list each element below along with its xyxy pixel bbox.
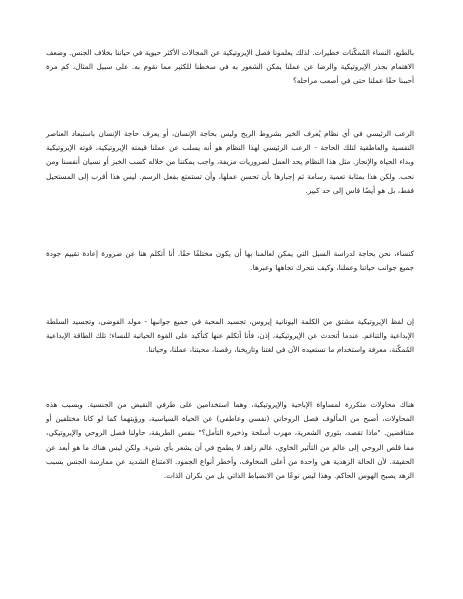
paragraph-4: إن لفظ الإيروتيكية مشتق من الكلمة اليونانية إيروس، تجسيد المحبة في جميع جوانبها - مولد الفوضى، وتجسيد السلطة الإبداعية والتناغم. عندما أتحدث عن الإيروتيكية، إذن، فأنا أتكلم عنها كتأكيد على القوة الحياتية للنساء؛ تلك الطاقة الإبداعية المُمكّنة، معرفة واستخدام ما نستعيده الآن في لغتنا وتاريخنا، رقصنا، محبتنا، عملنا، وحياتنا. — [46, 317, 414, 355]
paragraph-3: كنساء، نحن بحاجة لدراسة السبل التي يمكن لعالمنا بها أن يكون مختلفًا حقًا. أنا أتكلم هنا عن ضرورة إعادة تقييم جودة جميع جوانب حياتنا وعملنا، وكيف نتحرك تجاهها وعبرها. — [46, 249, 414, 273]
paragraph-2: الرعب الرئيسي في أي نظام يُعرف الخير بشروط الربح وليس بحاجة الإنسان، أو يعرف حاجة الإنسان باستبعاد العناصر النفسية والعاطفية لتلك الحاجة - الرعب الرئيسي لهذا النظام هو أنه يسلب عن عملنا قيمته الإيروتيكية، قوته الإيروتيكية وبداء الحياة والإنجاز. مثل هذا النظام يحد العمل لضروريات مزيفة، واجب يمكننا من خلاله كسب الخبز أو نسيان أنفسنا ومن نحب. ولكن هذا بمثابة تعمية رسامة ثم إجبارها بأن تحسن عملها، وأن تستمتع بفعل الرسم. ليس هذا أقرب إلى المستحيل فقط، بل هو أيضًا قاس إلى حد كبير. — [46, 129, 414, 195]
paragraph-5: هناك محاولات متكررة لمساواة الإباحية والإيروتيكية، وهما استخدامين على طرفي النقيض من الجنسية. وبسبب هذه المحاولات، أصبح من المألوف فصل الروحاني (نفسي وعاطفي) عن الحياة السياسية، ورؤيتهما كما لو كانا مختلفين أو متناقضين. "ماذا تقصد، بثوري الشعرية، مهرب أسلحة وذخيرة التأمل؟" بنفس الطريقة، حاولنا فصل الروحي والإيروتيكي، مما قلص الروحي إلى عالم من التأثير الخاوي، عالم زاهد لا يطمح في أن يشعر بأي شيء. ولكن ليس هناك ما هو أبعد عن الحقيقة. لأن الحالة الزهدية هي واحدة من أعلى المخاوف، وأخطر أنواع الجمود. الامتناع الشديد عن ممارسة الجنس بسبب الزهد يصبح الهوس الحاكم. وهذا ليس نوعًا من الانضباط الذاتي بل من نكران الذات. — [46, 400, 414, 481]
paragraph-1: بالطبع، النساء المُمكّنات خطيرات. لذلك يعلمونا فصل الإيروتيكية عن المجالات الأكثر حيوية في حياتنا بخلاف الجنس. وضعف الاهتمام بجذر الإيروتيكية والرضا عن عملنا يمكن الشعور به في سخطنا للكثير مما نقوم به. على سبيل المثال، كم مرة أحببنا حقًا عملنا حتى في أصعب مراحله؟ — [46, 48, 414, 86]
